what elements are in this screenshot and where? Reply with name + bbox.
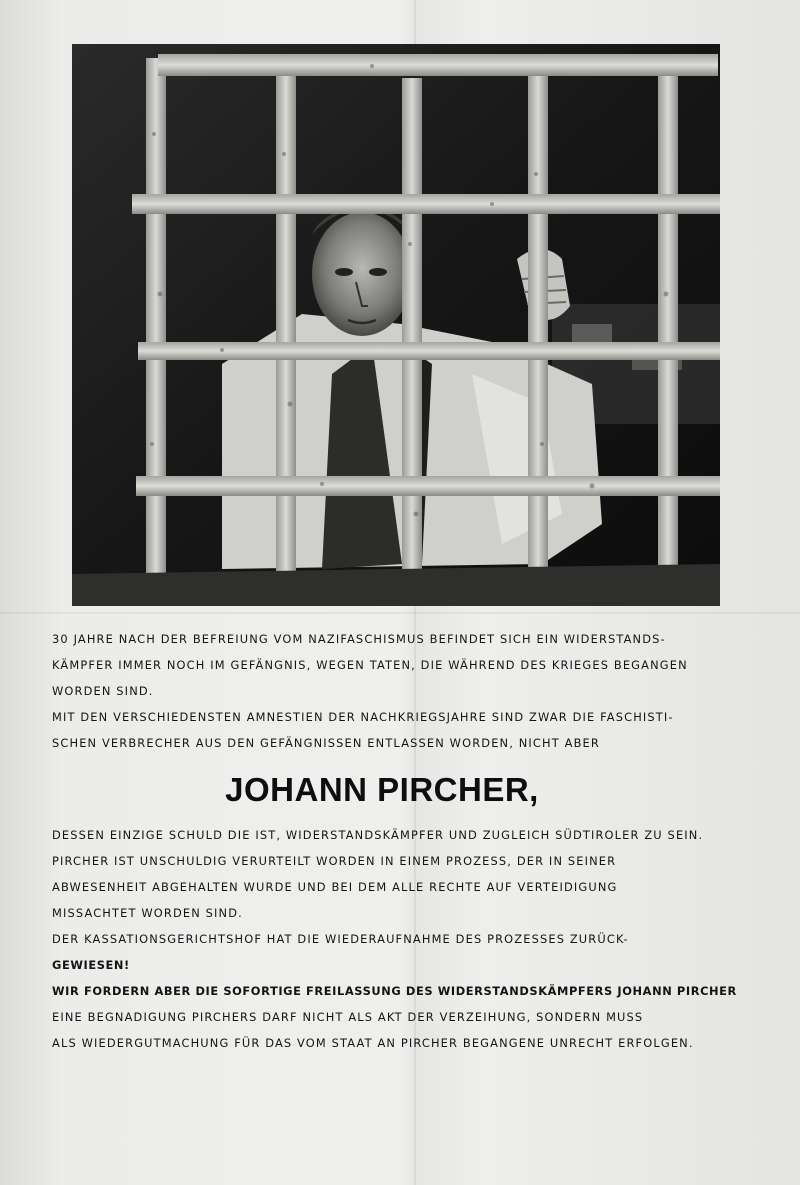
demand-line: WIR FORDERN ABER DIE SOFORTIGE FREILASSUNG DES WIDERSTANDSKÄMPFERS JOHANN PIRCHER <box>52 984 737 998</box>
body-line-1: DESSEN EINZIGE SCHULD DIE IST, WIDERSTANDSKÄMPFER UND ZUGLEICH SÜDTIROLER ZU SEIN. <box>52 828 704 842</box>
intro-line-2: KÄMPFER IMMER NOCH IM GEFÄNGNIS, WEGEN TATEN, DIE WÄHREND DES KRIEGES BEGANGEN <box>52 658 688 672</box>
body-line-2: PIRCHER IST UNSCHULDIG VERURTEILT WORDEN IN EINEM PROZESS, DER IN SEINER <box>52 854 617 868</box>
body-line-3: ABWESENHEIT ABGEHALTEN WURDE UND BEI DEM ALLE RECHTE AUF VERTEIDIGUNG <box>52 880 618 894</box>
leaflet-text <box>52 626 782 1056</box>
body-line-4: MISSACHTET WORDEN SIND. <box>52 906 243 920</box>
prisoner-photo <box>72 44 720 606</box>
intro-line-1: 30 JAHRE NACH DER BEFREIUNG VOM NAZIFASCHISMUS BEFINDET SICH EIN WIDERSTANDS- <box>52 632 666 646</box>
intro-line-4: MIT DEN VERSCHIEDENSTEN AMNESTIEN DER NACHKRIEGSJAHRE SIND ZWAR DIE FASCHISTI- <box>52 710 674 724</box>
intro-line-3: WORDEN SIND. <box>52 684 154 698</box>
fold-crease-horizontal <box>0 612 800 614</box>
kassation-line-2: GEWIESEN! <box>52 958 130 972</box>
intro-line-5: SCHEN VERBRECHER AUS DEN GEFÄNGNISSEN ENTLASSEN WORDEN, NICHT ABER <box>52 736 600 750</box>
prison-bars-illustration <box>72 44 720 606</box>
kassation-line-1: DER KASSATIONSGERICHTSHOF HAT DIE WIEDERAUFNAHME DES PROZESSES ZURÜCK- <box>52 932 629 946</box>
closing-line-2: ALS WIEDERGUTMACHUNG FÜR DAS VOM STAAT AN PIRCHER BEGANGENE UNRECHT ERFOLGEN. <box>52 1036 694 1050</box>
name-heading: JOHANN PIRCHER, <box>225 771 539 808</box>
closing-line-1: EINE BEGNADIGUNG PIRCHERS DARF NICHT ALS AKT DER VERZEIHUNG, SONDERN MUSS <box>52 1010 644 1024</box>
